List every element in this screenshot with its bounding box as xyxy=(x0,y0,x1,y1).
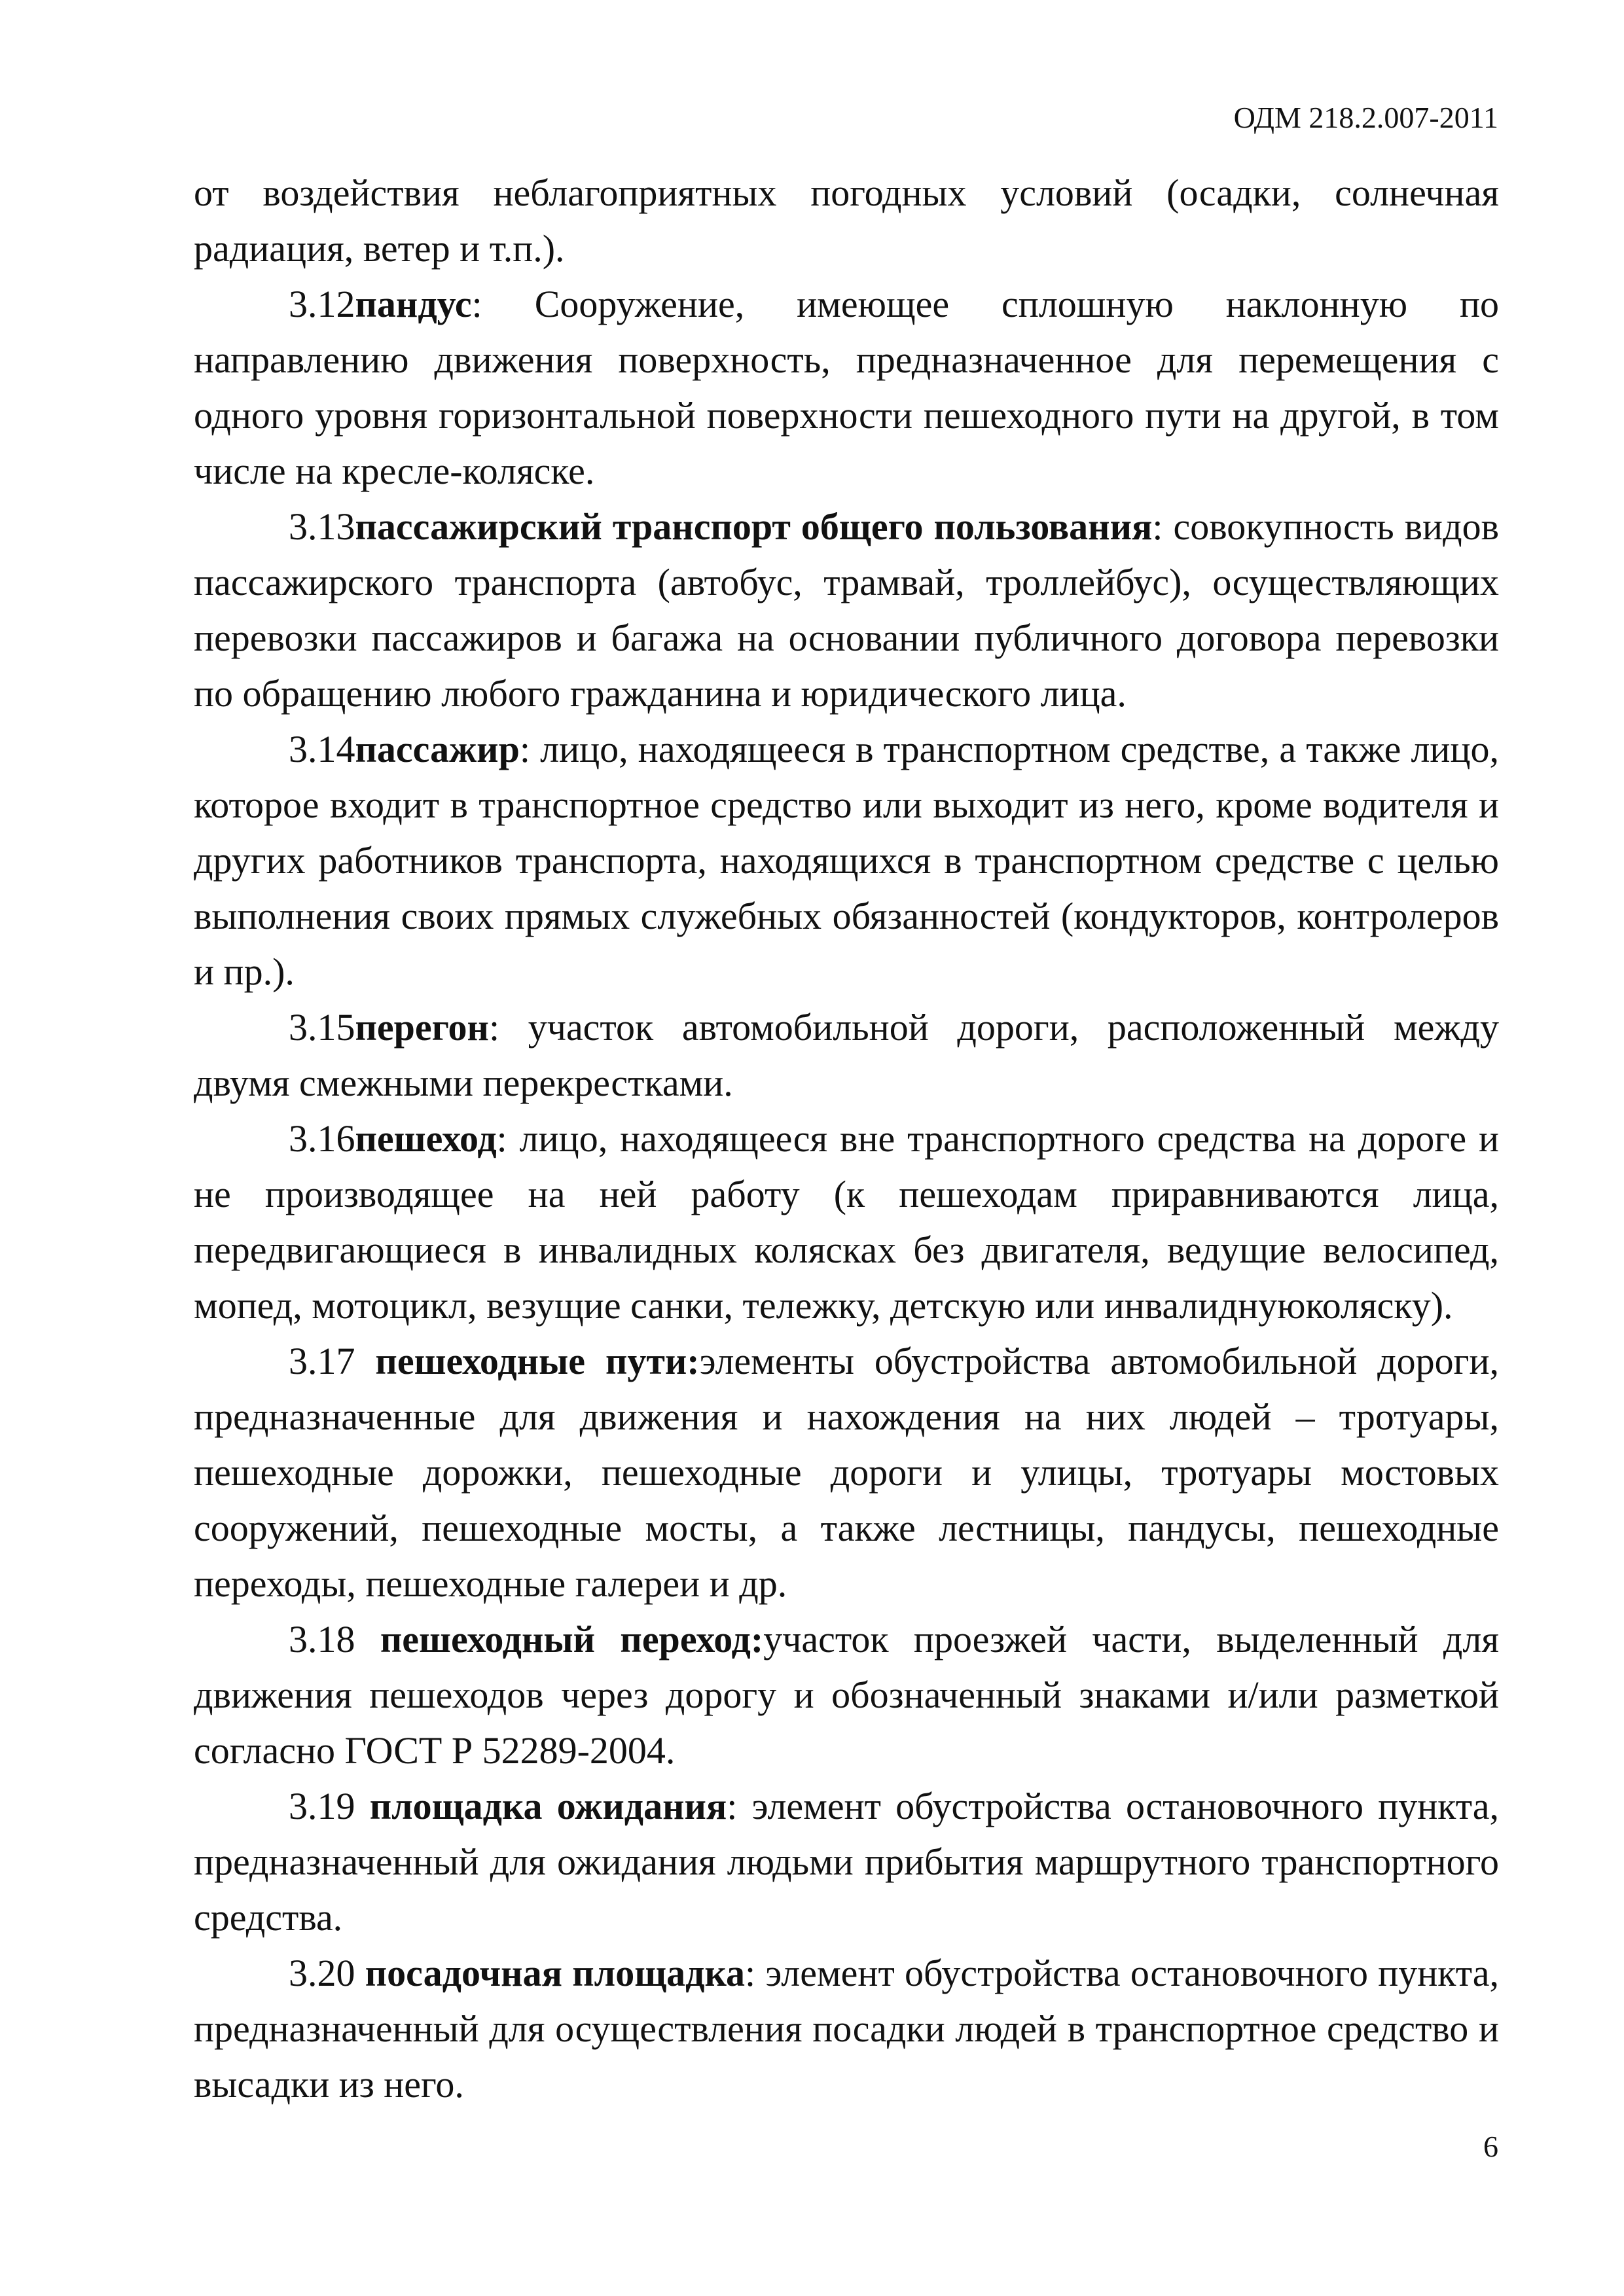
entry-number: 3.20 xyxy=(289,1952,365,1994)
entry-term: пассажир xyxy=(355,728,520,770)
entry-number: 3.14 xyxy=(289,728,355,770)
entry-definition: лицо, находящееся в транспортном средстве, а также лицо, которое входит в транспортное средство или выходит из него, кроме водителя и других работников транспорта, находящихся в транспортном средстве с целью выполнения своих прямых служебных обязанностей (кондукторов, контролеров и пр.). xyxy=(194,728,1499,993)
entry-term: пешеходные пути: xyxy=(375,1340,700,1382)
entry-number: 3.19 xyxy=(289,1785,370,1827)
entry-number: 3.17 xyxy=(289,1340,376,1382)
entry-definition: Сооружение, имеющее сплошную наклонную по направлению движения поверхность, предназначенное для перемещения с одного уровня горизонтальной поверхности пешеходного пути на другой, в том числе на кресле-коляске. xyxy=(194,283,1499,492)
entry-number: 3.12 xyxy=(289,283,355,325)
entry-definition: участок автомобильной дороги, расположенный между двумя смежными перекрестками. xyxy=(194,1006,1499,1104)
entry-definition: лицо, находящееся вне транспортного средства на дороге и не производящее на ней работу (к пешеходам приравниваются лица, передвигающиеся в инвалидных колясках без двигателя, ведущие велосипед, мопед, мотоцикл, везущие санки, тележку, детскую или инвалиднуюколяску). xyxy=(194,1117,1499,1327)
entry-separator: : xyxy=(496,1117,507,1160)
entry-separator: : xyxy=(727,1785,738,1827)
term-entry-3-17 xyxy=(194,1333,1499,1611)
entry-definition: элемент обустройства остановочного пункта, предназначенный для ожидания людьми прибытия маршрутного транспортного средства. xyxy=(194,1785,1500,1939)
document-code-header: ОДМ 218.2.007-2011 xyxy=(1233,101,1498,134)
entry-definition: участок проезжей части, выделенный для движения пешеходов через дорогу и обозначенный знаками и/или разметкой согласно ГОСТ Р 52289-2004. xyxy=(194,1618,1500,1772)
term-entry-3-19 xyxy=(194,1778,1499,1945)
term-entry-3-13 xyxy=(194,499,1499,721)
entry-separator: : xyxy=(519,728,530,770)
entry-definition: элемент обустройства остановочного пункта, предназначенный для осуществления посадки людей в транспортное средство и высадки из него. xyxy=(194,1952,1500,2106)
continuation-paragraph: от воздействия неблагоприятных погодных условий (осадки, солнечная радиация, ветер и т.п.). xyxy=(194,171,1499,270)
document-body xyxy=(194,165,1499,2112)
entry-definition: элементы обустройства автомобильной дороги, предназначенные для движения и нахождения на них людей – тротуары, пешеходные дорожки, пешеходные дороги и улицы, тротуары мостовых сооружений, пешеходные мосты, а также лестницы, пандусы, пешеходные переходы, пешеходные галереи и др. xyxy=(194,1340,1499,1605)
entry-term: пешеходный переход: xyxy=(380,1618,764,1660)
entry-number: 3.13 xyxy=(289,505,355,548)
page-number: 6 xyxy=(1483,2130,1498,2163)
entry-number: 3.18 xyxy=(289,1618,380,1660)
term-entry-3-20 xyxy=(194,1945,1499,2112)
term-entry-3-16 xyxy=(194,1111,1499,1333)
entry-separator: : xyxy=(1152,505,1163,548)
entry-number: 3.16 xyxy=(289,1117,355,1160)
term-entry-3-12 xyxy=(194,276,1499,499)
entry-term: посадочная площадка xyxy=(365,1952,746,1994)
entry-term: перегон xyxy=(355,1006,489,1049)
term-entry-3-15 xyxy=(194,999,1499,1111)
entry-term: пассажирский транспорт общего пользования xyxy=(355,505,1153,548)
term-entry-3-18 xyxy=(194,1611,1499,1778)
entry-term: пешеход xyxy=(355,1117,497,1160)
entry-term: площадка ожидания xyxy=(369,1785,727,1827)
entry-separator: : xyxy=(471,283,482,325)
entry-term: пандус xyxy=(355,283,472,325)
entry-number: 3.15 xyxy=(289,1006,355,1049)
entry-separator: : xyxy=(488,1006,500,1049)
entry-separator: : xyxy=(745,1952,756,1994)
term-entry-3-14 xyxy=(194,721,1499,999)
entry-definition: совокупность видов пассажирского транспорта (автобус, трамвай, троллейбус), осуществляющих перевозки пассажиров и багажа на основании публичного договора перевозки по обращению любого гражданина и юридического лица. xyxy=(194,505,1499,715)
